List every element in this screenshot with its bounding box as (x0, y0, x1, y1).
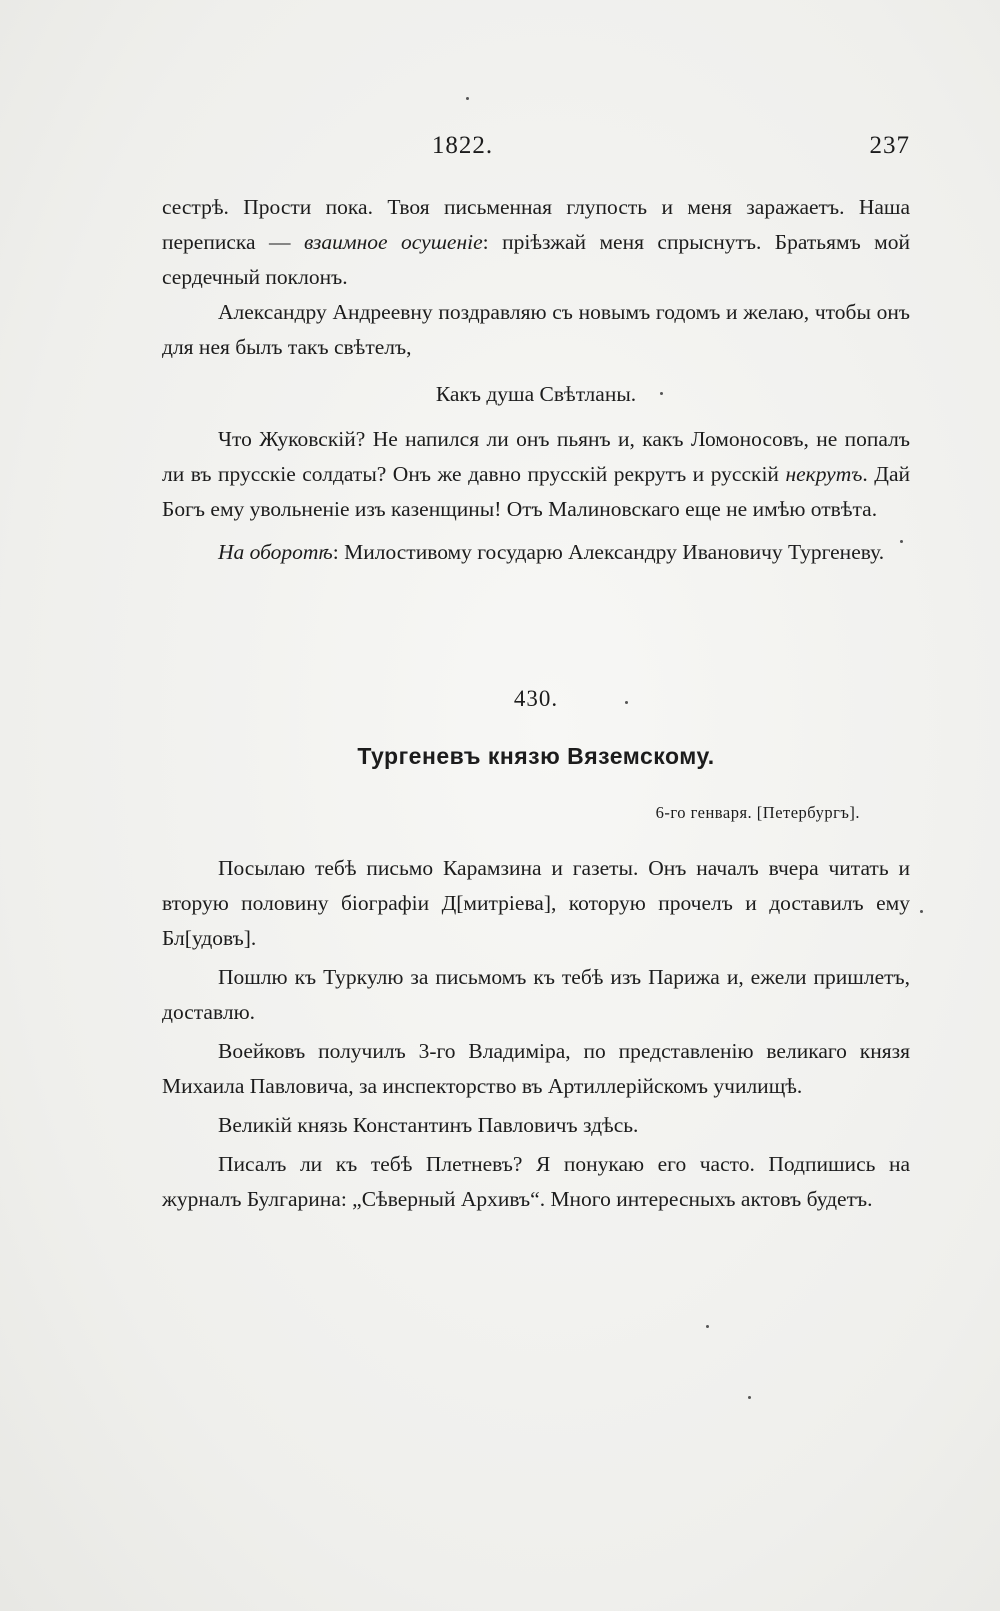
paragraph: Александру Андреевну поздравляю съ новымъ годомъ и желаю, чтобы онъ для нея былъ такъ свѣтелъ, (162, 300, 910, 359)
italic-phrase: взаимное осушеніе (303, 230, 483, 254)
print-speck (660, 392, 663, 395)
paragraph: Писалъ ли къ тебѣ Плетневъ? Я понукаю его часто. Подпишись на журналъ Булгарина: „Сѣверный Архивъ“. Много интересныхъ актовъ будетъ. (162, 1152, 910, 1211)
letter-continuation (162, 190, 910, 570)
letter-number: 430. (513, 686, 559, 711)
print-speck (625, 701, 628, 704)
paragraph: Посылаю тебѣ письмо Карамзина и газеты. Онъ началъ вчера читать и вторую половину біографіи Д[митріева], которую прочелъ и доставилъ ему Бл[удовъ]. (162, 856, 910, 950)
address-note: На оборотѣ: Милостивому государю Александру Ивановичу Тургеневу. (218, 540, 885, 564)
paragraph: Великій князь Константинъ Павловичъ здѣсь. (218, 1113, 639, 1137)
print-speck (900, 540, 903, 543)
letter-date: 6-го генваря. [Петербургъ]. (655, 803, 860, 822)
print-speck (920, 910, 923, 913)
paragraph: Воейковъ получилъ 3-го Владиміра, по представленію великаго князя Михаила Павловича, за инспекторство въ Артиллерійскомъ училищѣ. (162, 1039, 910, 1098)
quoted-line: Какъ душа Свѣтланы. (435, 382, 637, 406)
page-number: 237 (869, 132, 910, 159)
print-speck (466, 97, 469, 100)
italic-word: некрутъ (785, 462, 863, 486)
letter-title: Тургеневъ князю Вяземскому. (357, 743, 715, 769)
header-year: 1822. (431, 132, 494, 159)
running-header (160, 128, 910, 164)
print-speck (706, 1325, 709, 1328)
italic-label: На оборотѣ (218, 540, 333, 564)
print-speck (748, 1396, 751, 1399)
paragraph: Что Жуковскій? Не напился ли онъ пьянъ и, какъ Ломоносовъ, не попалъ ли въ прусскіе солдаты? Онъ же давно прусскій рекрутъ и русскій некрутъ. Дай Богъ ему увольненіе изъ казенщины! Отъ Малиновскаго еще не имѣю отвѣта. (162, 427, 911, 521)
letter-body (162, 851, 910, 1217)
paragraph: сестрѣ. Прости пока. Твоя письменная глупость и меня заражаетъ. Наша переписка — взаимное осушеніе: пріѣзжай меня спрыснутъ. Братьямъ мой сердечный поклонъ. (162, 195, 911, 289)
paragraph: Пошлю къ Туркулю за письмомъ къ тебѣ изъ Парижа и, ежели пришлетъ, доставлю. (162, 965, 910, 1024)
